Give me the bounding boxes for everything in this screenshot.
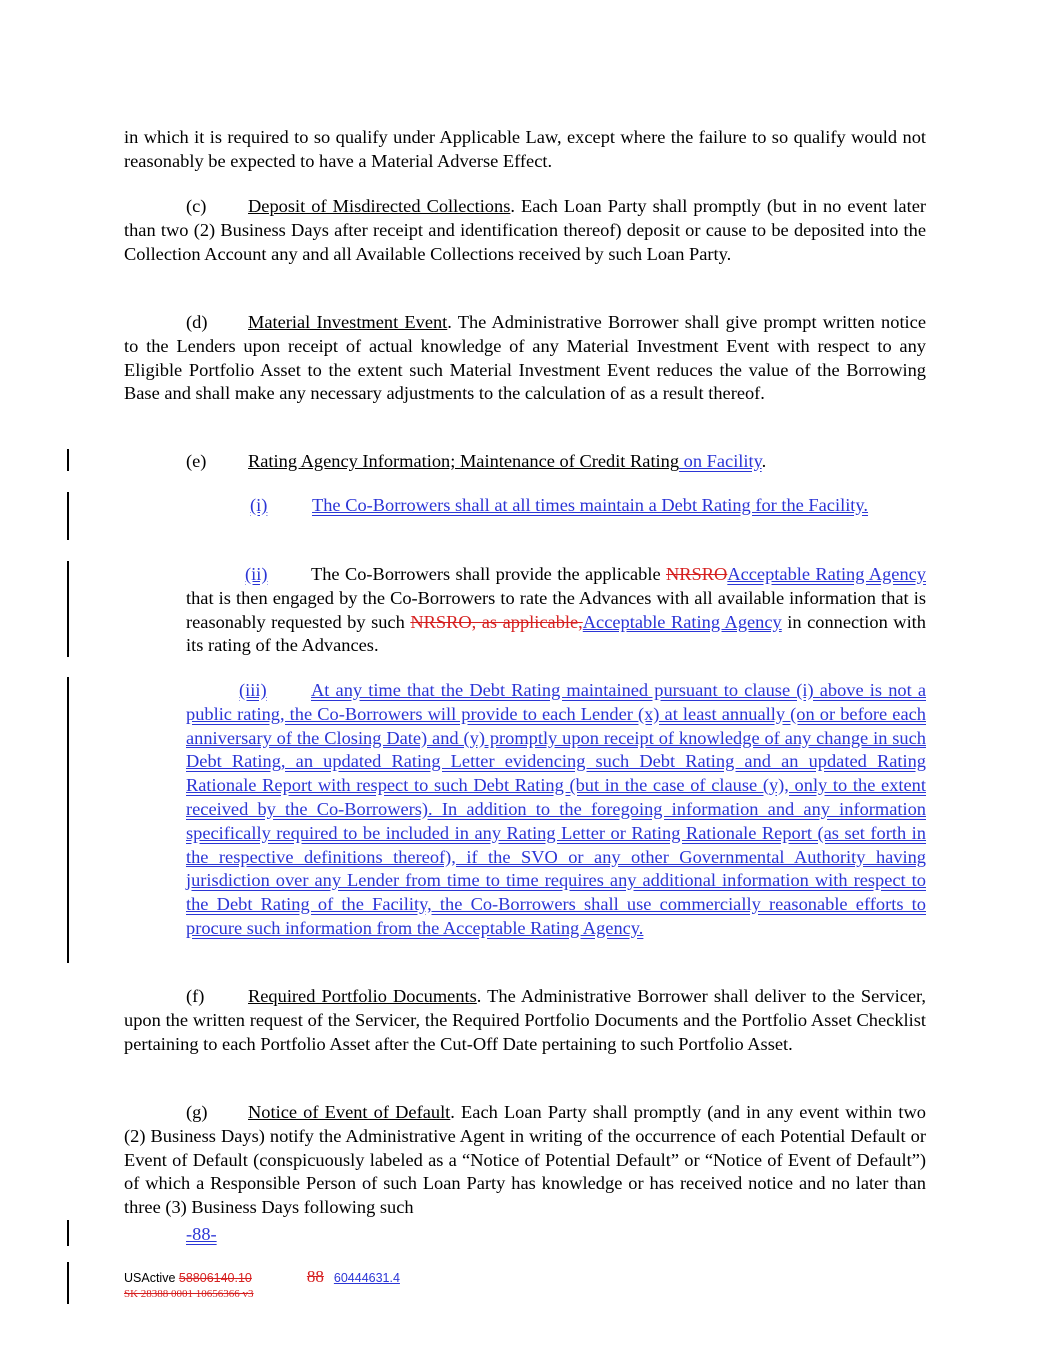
page-number-row xyxy=(124,1223,222,1247)
clause-label: (ii) xyxy=(245,564,268,584)
inserted-text: At any time that the Debt Rating maintained pursuant to clause (i) above is not a public rating, the Co-Borrowers will provide to each Lender (x) at least annually (on or before each anniversary of the Closing Date) and (y) promptly upon receipt of knowledge of any change in such Debt Rating, an updated Rating Letter evidencing such Debt Rating and an updated Rating Rationale Report with respect to such Debt Rating (but in the case of clause (y), only to the extent received by the Co-Borrowers). In addition to the foregoing information and any information specifically required to be included in any Rating Letter or Rating Rationale Report (as set forth in the respective definitions thereof), if the SVO or any other Governmental Authority having jurisdiction over any Lender from time to time requires any additional information with respect to the Debt Rating of the Facility, the Co-Borrowers shall use commercially reasonable efforts to procure such information from the Acceptable Rating Agency. xyxy=(186,680,926,938)
paragraph-c xyxy=(124,195,926,266)
clause-heading: Notice of Event of Default xyxy=(248,1102,451,1122)
inserted-text: Acceptable Rating Agency xyxy=(727,564,926,584)
paragraph-e-iii xyxy=(186,679,926,941)
paragraph-d xyxy=(124,311,926,406)
clause-heading: Material Investment Event xyxy=(248,312,448,332)
deleted-sk-id: SK 28388 0001 10656366 v3 xyxy=(124,1288,254,1300)
inserted-text: The Co-Borrowers shall at all times maintain a Debt Rating for the Facility. xyxy=(312,495,869,515)
paragraph-e xyxy=(124,450,926,474)
clause-text: . Each Loan Party shall promptly (and in any event within two (2) Business Days) notify the Administrative Agent in writing of the occurrence of each Potential Default or Event of Default (conspicuously labeled as a “Notice of Potential Default” or “Notice of Event of Default”) of which a Responsible Person of such Loan Party has knowledge or has received notice and no later than three (3) Business Days following such xyxy=(124,1102,926,1218)
clause-text: . Each Loan Party shall promptly (but in no event later than two (2) Business Days after receipt and identification thereof) deposit or cause to be deposited into the Collection Account any and all Available Collections received by such Loan Party. xyxy=(124,196,926,264)
deleted-page-number: 88 xyxy=(306,1267,324,1286)
clause-text: . The Administrative Borrower shall deliver to the Servicer, upon the written request of the Servicer, the Required Portfolio Documents and the Portfolio Asset Checklist pertaining to each Portfolio Asset after the Cut-Off Date pertaining to such Portfolio Asset. xyxy=(124,986,927,1054)
clause-heading: Required Portfolio Documents xyxy=(248,986,477,1006)
clause-heading: Rating Agency Information; Maintenance of Credit Rating xyxy=(248,451,680,471)
paragraph-f xyxy=(124,985,926,1056)
change-bar xyxy=(67,449,69,471)
clause-text: in connection with its rating of the Advances. xyxy=(186,611,926,656)
inserted-text: on Facility xyxy=(679,451,762,471)
change-bar xyxy=(67,677,69,963)
paragraph-g xyxy=(124,1101,926,1220)
clause-label: (i) xyxy=(250,495,268,515)
clause-heading: Deposit of Misdirected Collections xyxy=(248,196,511,216)
deleted-text: NRSRO, as applicable, xyxy=(410,611,583,632)
footer-doc-id xyxy=(124,1267,400,1287)
clause-text: . xyxy=(761,451,767,471)
clause-text: that is then engaged by the Co-Borrowers to rate the Advances with all available information that is reasonably requested by such xyxy=(186,587,926,632)
inserted-doc-id: 60444631.4 xyxy=(333,1271,400,1285)
paragraph-e-i xyxy=(186,494,926,518)
paragraph-text: in which it is required to so qualify under Applicable Law, except where the failure to so qualify would not reasonably be expected to have a Material Adverse Effect. xyxy=(124,127,926,171)
deleted-text: NRSRO xyxy=(666,564,728,584)
change-bar xyxy=(67,1220,69,1246)
footer-sk-line xyxy=(124,1288,254,1300)
clause-label: (iii) xyxy=(239,680,267,700)
clause-label: (d) xyxy=(186,312,208,332)
clause-label: (e) xyxy=(186,451,207,471)
footer-label: USActive xyxy=(124,1271,179,1285)
clause-label: (f) xyxy=(186,986,205,1006)
clause-label: (g) xyxy=(186,1102,208,1122)
change-bar xyxy=(67,1262,69,1304)
clause-text: The Co-Borrowers shall provide the applicable xyxy=(311,564,666,584)
paragraph-e-ii xyxy=(186,563,926,658)
change-bar xyxy=(67,561,69,657)
clause-label: (c) xyxy=(186,196,207,216)
deleted-doc-id: 58806140.10 xyxy=(178,1271,252,1285)
inserted-text: Acceptable Rating Agency xyxy=(582,611,782,632)
clause-text: . The Administrative Borrower shall give prompt written notice to the Lenders upon receipt of actual knowledge of any Material Investment Event with respect to any Eligible Portfolio Asset to the extent such Material Investment Event reduces the value of the Borrowing Base and shall make any necessary adjustments to the calculation of as a result thereof. xyxy=(124,312,926,404)
page-number: -88- xyxy=(186,1224,217,1244)
paragraph-b-continuation xyxy=(124,126,926,174)
change-bar xyxy=(67,492,69,540)
